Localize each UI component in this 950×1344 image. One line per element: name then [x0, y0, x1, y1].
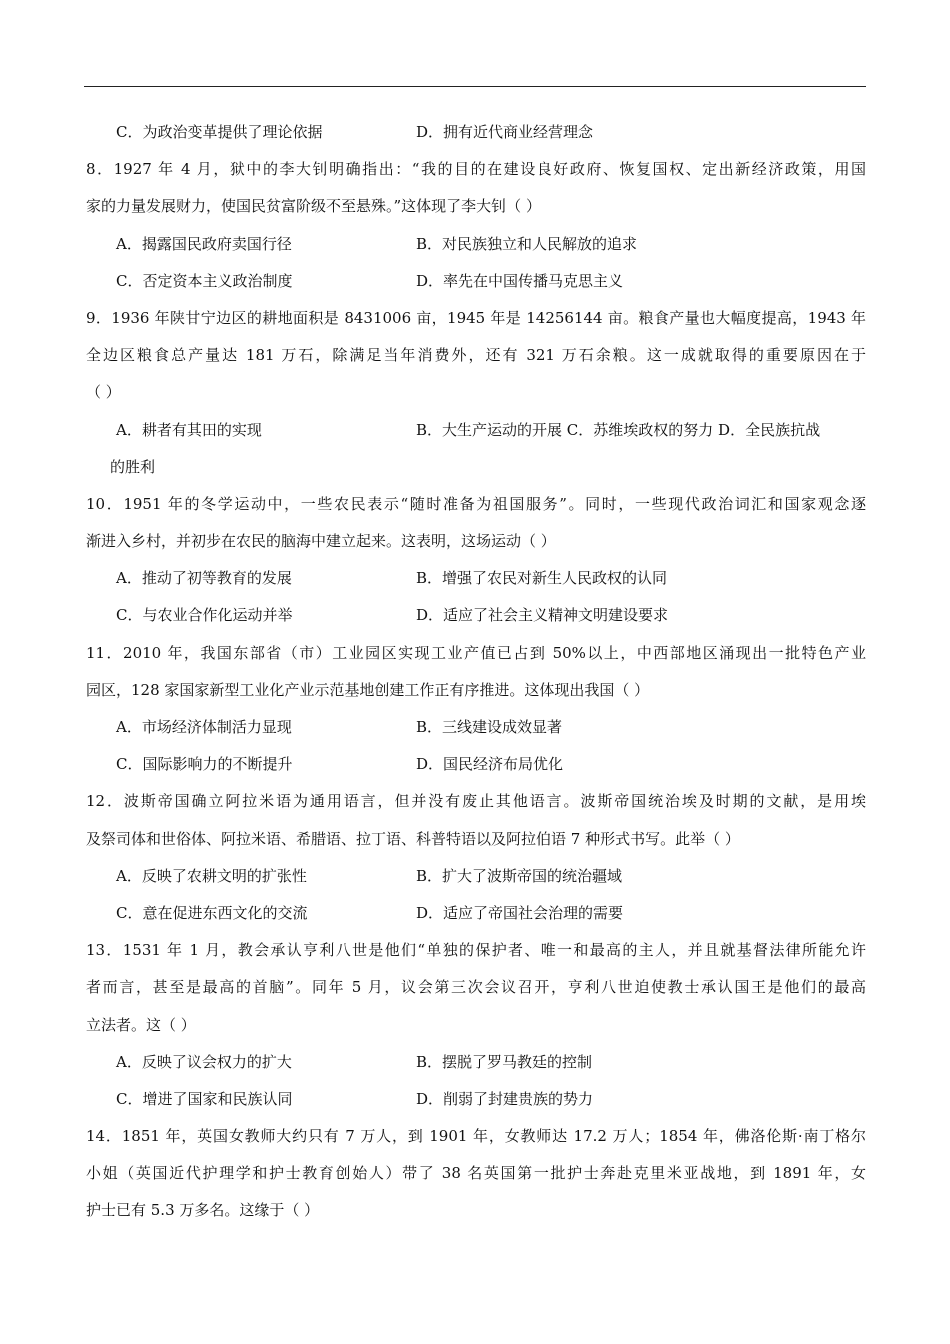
- q11-options-ab: [86, 709, 866, 746]
- q13-option-a: A．反映了议会权力的扩大: [116, 1052, 292, 1071]
- q10-option-d: D．适应了社会主义精神文明建设要求: [416, 606, 669, 625]
- q13-options-ab: [86, 1044, 866, 1081]
- q14-stem-line-2: 小姐（英国近代护理学和护士教育创始人）带了 38 名英国第一批护士奔赴克里米亚战地，到 1891 年，女: [86, 1164, 866, 1183]
- q11-option-a: A．市场经济体制活力显现: [116, 718, 292, 736]
- q11-stem-line-2: 园区，128 家国家新型工业化产业示范基地创建工作正有序推进。这体现出我国（ ）: [86, 680, 650, 699]
- q13-option-b: B．摆脱了罗马教廷的控制: [416, 1052, 593, 1071]
- q9-stem-line-3: （ ）: [86, 383, 121, 402]
- q13-stem-line-2: 者而言，甚至是最高的首脑”。同年 5 月，议会第三次会议召开，亨利八世迫使教士承认国王是他们的最高: [86, 978, 866, 997]
- q12-options-ab: [86, 858, 866, 895]
- q11-option-d: D．国民经济布局优化: [416, 755, 564, 774]
- q10-option-a: A．推动了初等教育的发展: [116, 569, 292, 588]
- q10-options-cd: [86, 597, 866, 634]
- q13-option-c: C．增进了国家和民族认同: [116, 1089, 293, 1108]
- q9-options-row: [86, 412, 866, 449]
- q12-option-b: B．扩大了波斯帝国的统治疆域: [416, 866, 623, 885]
- q9-options-bcd: B．大生产运动的开展 C．苏维埃政权的努力 D．全民族抗战: [416, 420, 821, 439]
- q11-option-c: C．国际影响力的不断提升: [116, 755, 293, 774]
- q14-stem-line-1: 14．1851 年，英国女教师大约只有 7 万人，到 1901 年，女教师达 17.2 万人；1854 年，佛洛伦斯·南丁格尔: [86, 1127, 866, 1146]
- q14-stem-line-3: 护士已有 5.3 万多名。这缘于（ ）: [86, 1201, 320, 1220]
- q9-stem-line-1: 9．1936 年陕甘宁边区的耕地面积是 8431006 亩，1945 年是 14256144 亩。粮食产量也大幅度提高，1943 年: [86, 308, 866, 327]
- q10-stem-line-2: 渐进入乡村，并初步在农民的脑海中建立起来。这表明，这场运动（ ）: [86, 532, 556, 551]
- q11-stem-line-1: 11．2010 年，我国东部省（市）工业园区实现工业产值已占到 50%以上，中西部地区涌现出一批特色产业: [86, 643, 866, 662]
- question-list: [86, 114, 866, 1230]
- q13-stem-line-1: 13．1531 年 1 月，教会承认亨利八世是他们“单独的保护者、唯一和最高的主人，并且就基督法律所能允许: [86, 941, 866, 960]
- q8-stem-line-2: 家的力量发展财力，使国民贫富阶级不至悬殊。”这体现了李大钊（ ）: [86, 197, 541, 216]
- q13-options-cd: [86, 1081, 866, 1118]
- q10-options-ab: [86, 560, 866, 597]
- q12-option-a: A．反映了农耕文明的扩张性: [116, 866, 307, 885]
- q10-option-c: C．与农业合作化运动并举: [116, 606, 293, 625]
- q8-option-a: A．揭露国民政府卖国行径: [116, 234, 292, 253]
- q11-options-cd: [86, 746, 866, 783]
- q8-option-c: C．否定资本主义政治制度: [116, 271, 293, 290]
- q8-options-cd: [86, 263, 866, 300]
- q12-stem-line-2: 及祭司体和世俗体、阿拉米语、希腊语、拉丁语、科普特语以及阿拉伯语 7 种形式书写。此举（ ）: [86, 829, 740, 848]
- q10-option-b: B．增强了农民对新生人民政权的认同: [416, 569, 668, 588]
- q12-options-cd: [86, 895, 866, 932]
- q7-option-d: D．拥有近代商业经营理念: [416, 123, 594, 141]
- q9-option-a: A．耕者有其田的实现: [116, 420, 262, 439]
- q8-option-b: B．对民族独立和人民解放的追求: [416, 234, 638, 253]
- q7-options-cd: [86, 114, 866, 151]
- q13-option-d: D．削弱了封建贵族的势力: [416, 1089, 594, 1108]
- q11-option-b: B．三线建设成效显著: [416, 718, 563, 736]
- q10-stem-line-1: 10．1951 年的冬学运动中，一些农民表示“随时准备为祖国服务”。同时，一些现代政治词汇和国家观念逐: [86, 494, 866, 513]
- q8-option-d: D．率先在中国传播马克思主义: [416, 271, 624, 290]
- q12-option-c: C．意在促进东西文化的交流: [116, 903, 308, 922]
- q7-option-c: C．为政治变革提供了理论依据: [116, 123, 323, 141]
- q12-stem-line-1: 12．波斯帝国确立阿拉米语为通用语言，但并没有废止其他语言。波斯帝国统治埃及时期的文献，是用埃: [86, 792, 866, 811]
- header-rule: [84, 86, 866, 87]
- q13-stem-line-3: 立法者。这（ ）: [86, 1015, 196, 1034]
- q8-options-ab: [86, 226, 866, 263]
- q9-option-d-wrap: 的胜利: [110, 457, 156, 476]
- q8-stem-line-1: 8．1927 年 4 月，狱中的李大钊明确指出：“我的目的在建设良好政府、恢复国权、定出新经济政策，用国: [86, 160, 866, 179]
- q9-stem-line-2: 全边区粮食总产量达 181 万石，除满足当年消费外，还有 321 万石余粮。这一成就取得的重要原因在于: [86, 346, 866, 365]
- q12-option-d: D．适应了帝国社会治理的需要: [416, 903, 624, 922]
